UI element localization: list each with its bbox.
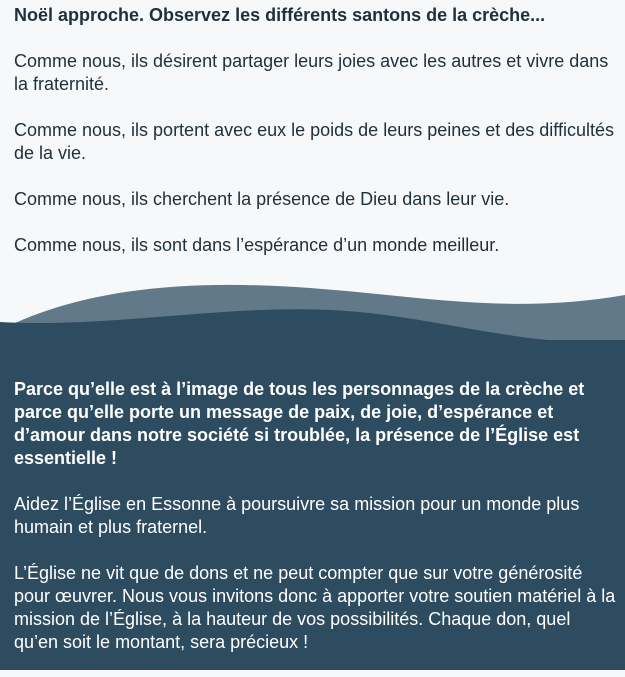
intro-heading: Noël approche. Observez les différents santons de la crèche...	[14, 5, 546, 25]
paragraph-joys: Comme nous, ils désirent partager leurs joies avec les autres et vivre dans la fraternité.	[14, 51, 609, 94]
appeal-support: Aidez l’Église en Essonne à poursuivre sa mission pour un monde plus humain et plus fraternel.	[14, 494, 580, 537]
paragraph-sorrows: Comme nous, ils portent avec eux le poids de leurs peines et des difficultés de la vie.	[14, 120, 614, 163]
appeal-donation: L’Église ne vit que de dons et ne peut compter que sur votre générosité pour œuvrer. Nous vous invitons donc à apporter votre soutien matériel à la mission de l’Église, à la hauteur de vos possibilités. Chaque don, quel qu’en soit le montant, sera précieux !	[14, 563, 616, 652]
appeal-section	[0, 340, 625, 670]
top-section	[0, 0, 625, 300]
paragraph-hope: Comme nous, ils sont dans l’espérance d’un monde meilleur.	[14, 235, 500, 255]
appeal-lead: Parce qu’elle est à l’image de tous les personnages de la crèche et parce qu’elle porte un message de paix, de joie, d’espérance et d’amour dans notre société si troublée, la présence de l’Église est essentielle !	[14, 379, 585, 468]
appeal-text	[14, 378, 619, 677]
paragraph-god: Comme nous, ils cherchent la présence de Dieu dans leur vie.	[14, 189, 510, 209]
top-text	[14, 0, 614, 280]
